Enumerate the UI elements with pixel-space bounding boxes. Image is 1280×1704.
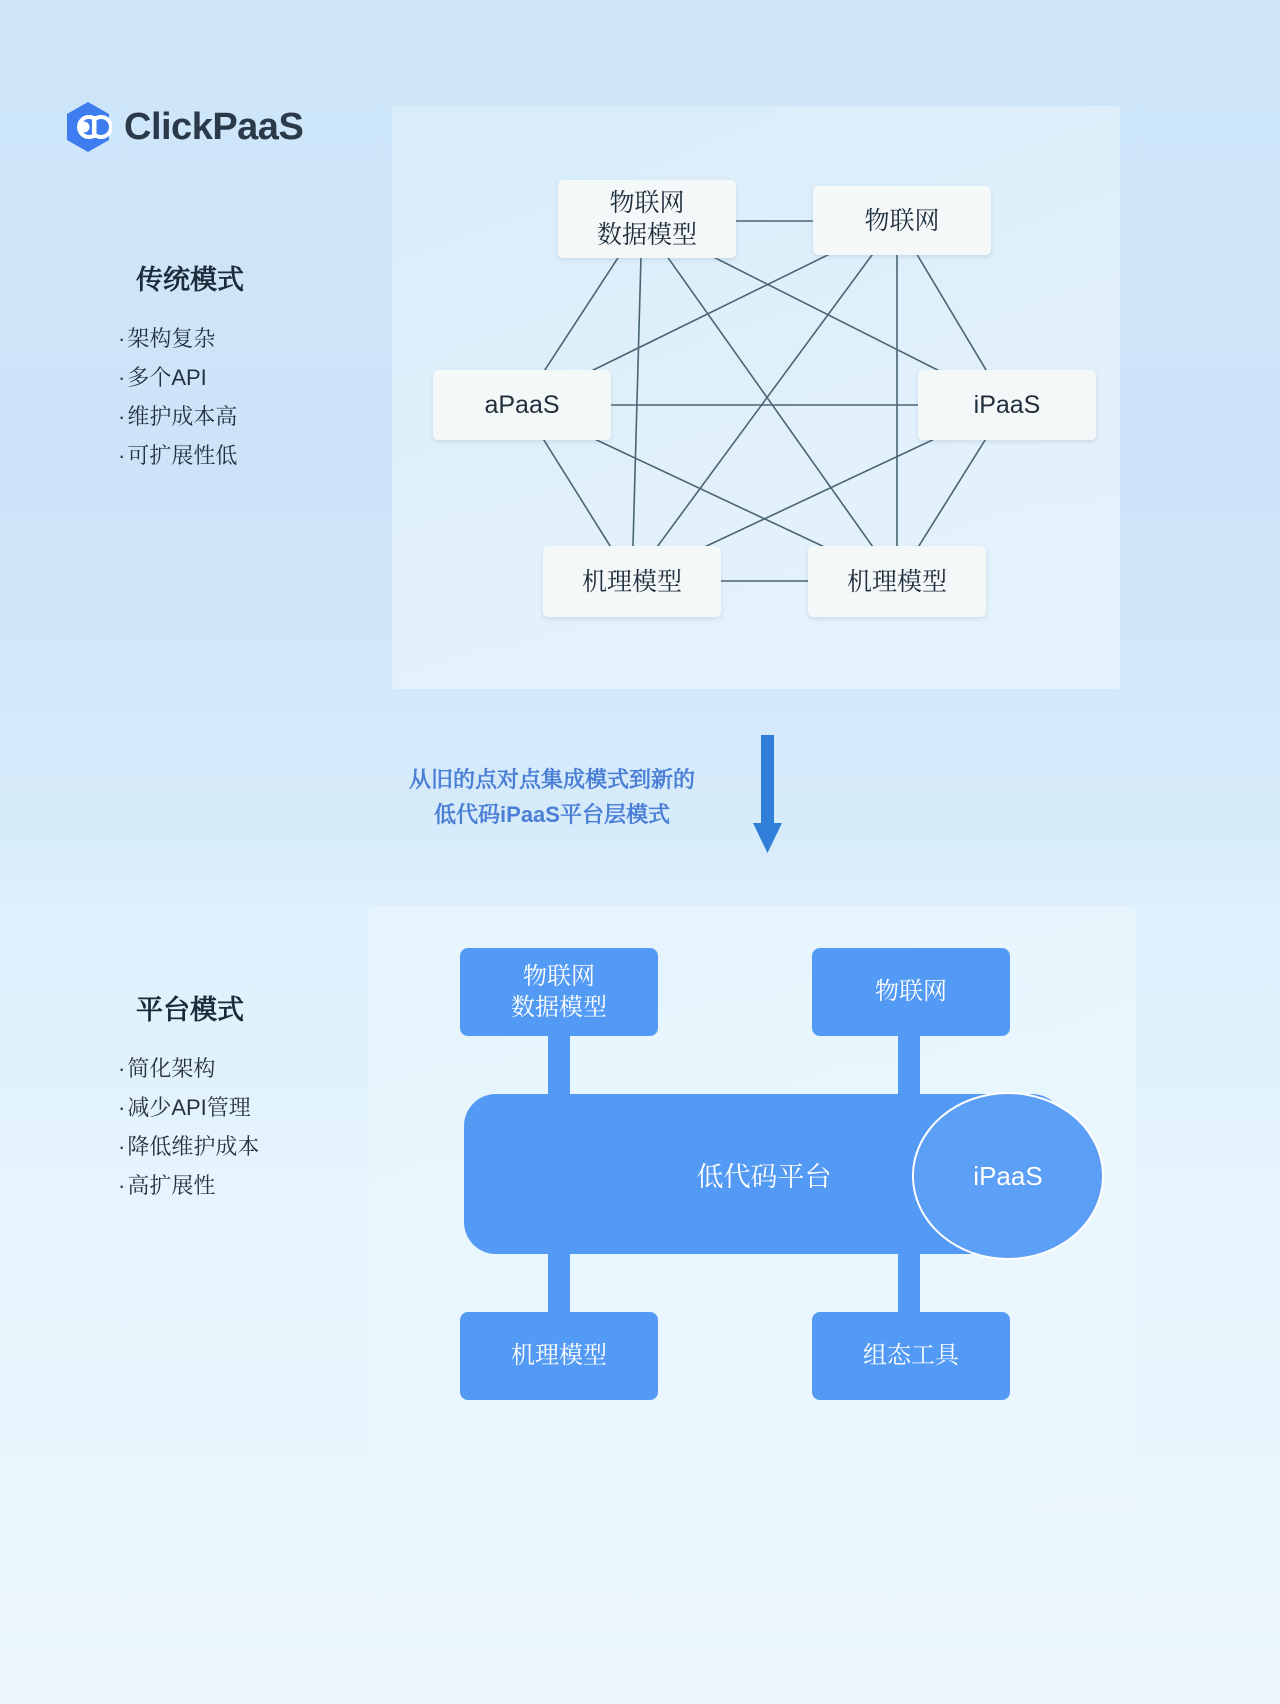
brand-name: ClickPaaS — [124, 105, 304, 148]
platform-node-iot[interactable]: 物联网 — [812, 948, 1010, 1036]
platform-node-ipaas[interactable]: iPaaS — [912, 1092, 1104, 1260]
platform-bullet-3-label: 降低维护成本 — [127, 1134, 260, 1160]
platform-node-config-tool[interactable]: 组态工具 — [812, 1312, 1010, 1400]
node-iot[interactable]: 物联网 — [813, 186, 991, 255]
platform-mode-title: 平台模式 — [136, 995, 244, 1025]
traditional-bullet-4-label: 可扩展性低 — [127, 443, 238, 469]
traditional-mode-title: 传统模式 — [136, 265, 244, 295]
platform-node-low-code-platform[interactable]: 低代码平台 — [464, 1094, 1064, 1254]
node-iot-data-model-line2: 数据模型 — [596, 221, 697, 249]
node-apaas[interactable]: aPaaS — [433, 370, 611, 440]
traditional-bullet-3: ·维护成本高 — [118, 404, 238, 430]
traditional-bullet-1-label: 架构复杂 — [127, 326, 216, 351]
transition-caption — [352, 762, 752, 832]
brand-logo — [64, 100, 303, 154]
platform-bullet-2: ·减少API管理 — [118, 1095, 251, 1121]
platform-node-iot-data-model-line2: 数据模型 — [511, 994, 607, 1021]
traditional-bullet-2-label: 多个API — [127, 365, 207, 391]
transition-caption-line1: 从旧的点对点集成模式到新的 — [408, 767, 695, 792]
traditional-bullet-2: ·多个API — [118, 365, 207, 391]
platform-node-iot-data-model-line1: 物联网 — [523, 962, 595, 990]
arrow-down-icon — [752, 735, 782, 855]
traditional-bullet-1: ·架构复杂 — [118, 326, 216, 351]
traditional-diagram-panel — [392, 106, 1120, 689]
node-ipaas[interactable]: iPaaS — [918, 370, 1096, 440]
node-mechanism-model-right[interactable]: 机理模型 — [808, 546, 986, 617]
platform-bullet-2-label: 减少API管理 — [127, 1095, 251, 1121]
traditional-mode-block — [118, 258, 418, 476]
platform-bullet-4: ·高扩展性 — [118, 1173, 216, 1199]
hexagon-logo-icon — [64, 100, 112, 154]
platform-node-iot-data-model[interactable] — [460, 948, 658, 1036]
platform-bullet-3: ·降低维护成本 — [118, 1134, 260, 1160]
platform-bullet-4-label: 高扩展性 — [127, 1173, 216, 1199]
connector-mechanism-model — [548, 1246, 570, 1318]
node-iot-data-model-line1: 物联网 — [609, 189, 685, 217]
transition-caption-line2: 低代码iPaaS平台层模式 — [434, 802, 670, 828]
traditional-bullet-3-label: 维护成本高 — [127, 404, 238, 430]
platform-bullet-1: ·简化架构 — [118, 1056, 216, 1081]
connector-iot-data-model — [548, 1030, 570, 1102]
traditional-bullet-4: ·可扩展性低 — [118, 443, 238, 469]
platform-bullet-1-label: 简化架构 — [127, 1056, 216, 1081]
node-mechanism-model-left[interactable]: 机理模型 — [543, 546, 721, 617]
platform-node-mechanism-model[interactable]: 机理模型 — [460, 1312, 658, 1400]
node-iot-data-model[interactable] — [558, 180, 736, 258]
connector-iot — [898, 1030, 920, 1102]
connector-config-tool — [898, 1246, 920, 1318]
traditional-diagram-canvas — [392, 106, 1120, 689]
